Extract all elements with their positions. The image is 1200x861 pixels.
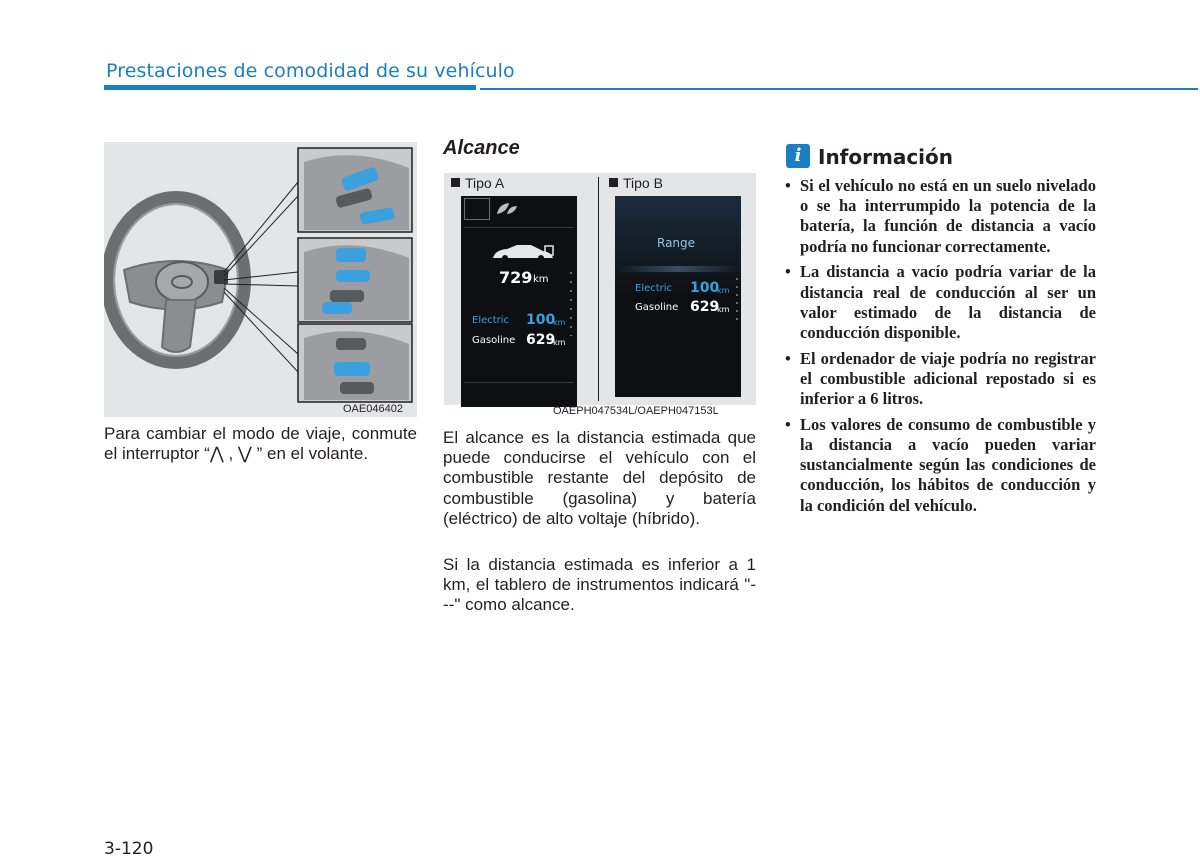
electric-label-a: Electric <box>472 315 510 326</box>
range-unit-a: km <box>533 274 549 285</box>
figure-code-middle: OAEPH047534L/OAEPH047153L <box>553 405 719 417</box>
screen-type-b <box>615 196 741 397</box>
screen-type-a <box>461 196 577 407</box>
steering-wheel-figure <box>104 142 417 417</box>
electric-unit-a: km <box>553 318 566 327</box>
electric-label-b: Electric <box>635 283 673 294</box>
info-icon: i <box>786 144 810 168</box>
electric-value-b: 100 <box>690 280 720 296</box>
type-b-label: Tipo B <box>609 175 663 191</box>
section-header-title: Prestaciones de comodidad de su vehículo <box>106 60 515 82</box>
range-value-a: 729 <box>499 268 533 287</box>
figure-code-left: OAE046402 <box>343 403 403 415</box>
square-bullet-icon <box>609 178 618 187</box>
car-icon <box>491 244 557 262</box>
figure-divider <box>598 177 599 401</box>
list-item: • La distancia a vacío podría variar de la distancia real de conducción al ser un valor estimado de la distancia de conducción disponible. <box>784 262 1096 343</box>
electric-unit-b: km <box>717 286 730 295</box>
left-paragraph: Para cambiar el modo de viaje, conmute el interruptor “⋀ , ⋁ ” en el volante. <box>104 424 417 464</box>
gasoline-value-b: 629 <box>690 299 720 315</box>
square-bullet-icon <box>451 178 460 187</box>
screen-b-title: Range <box>657 236 696 250</box>
mode-box <box>464 198 490 220</box>
electric-value-a: 100 <box>526 312 556 328</box>
info-title: Información <box>818 145 954 169</box>
type-a-label: Tipo A <box>451 175 504 191</box>
header-rule-thick <box>104 85 476 90</box>
inset-switch-bottom <box>298 324 412 402</box>
page-number: 3-120 <box>104 839 154 859</box>
steering-wheel-illustration <box>104 142 417 417</box>
eco-leaf-icon <box>495 200 519 216</box>
scroll-dots <box>570 272 572 336</box>
gasoline-label-a: Gasoline <box>472 335 516 346</box>
section-heading-alcance: Alcance <box>443 137 520 159</box>
inset-switch-top <box>298 148 412 232</box>
scroll-dots <box>736 278 738 324</box>
middle-paragraph-2: Si la distancia estimada es inferior a 1 km, el tablero de instrumentos indicará "---" como alcance. <box>443 555 756 615</box>
info-list <box>784 176 1096 521</box>
header-rule-thin <box>480 88 1198 90</box>
gasoline-label-b: Gasoline <box>635 302 679 313</box>
list-item: • Si el vehículo no está en un suelo nivelado o se ha interrumpido la potencia de la batería, la función de distancia a vacío podría no funcionar correctamente. <box>784 176 1096 257</box>
list-item: • Los valores de consumo de combustible y la distancia a vacío pueden variar sustancialmente según las condiciones de conducción, los hábitos de conducción y la condición del vehículo. <box>784 415 1096 516</box>
gasoline-unit-b: km <box>717 305 730 314</box>
gasoline-unit-a: km <box>553 338 566 347</box>
range-display-figure <box>444 173 756 405</box>
inset-switch-middle <box>298 238 412 322</box>
list-item: • El ordenador de viaje podría no registrar el combustible adicional repostado si es inferior a 6 litros. <box>784 349 1096 410</box>
gasoline-value-a: 629 <box>526 332 556 348</box>
middle-paragraph-1: El alcance es la distancia estimada que puede conducirse el vehículo con el combustible restante del depósito de combustible (gasolina) y batería (eléctrico) de alto voltaje (híbrido). <box>443 428 756 528</box>
